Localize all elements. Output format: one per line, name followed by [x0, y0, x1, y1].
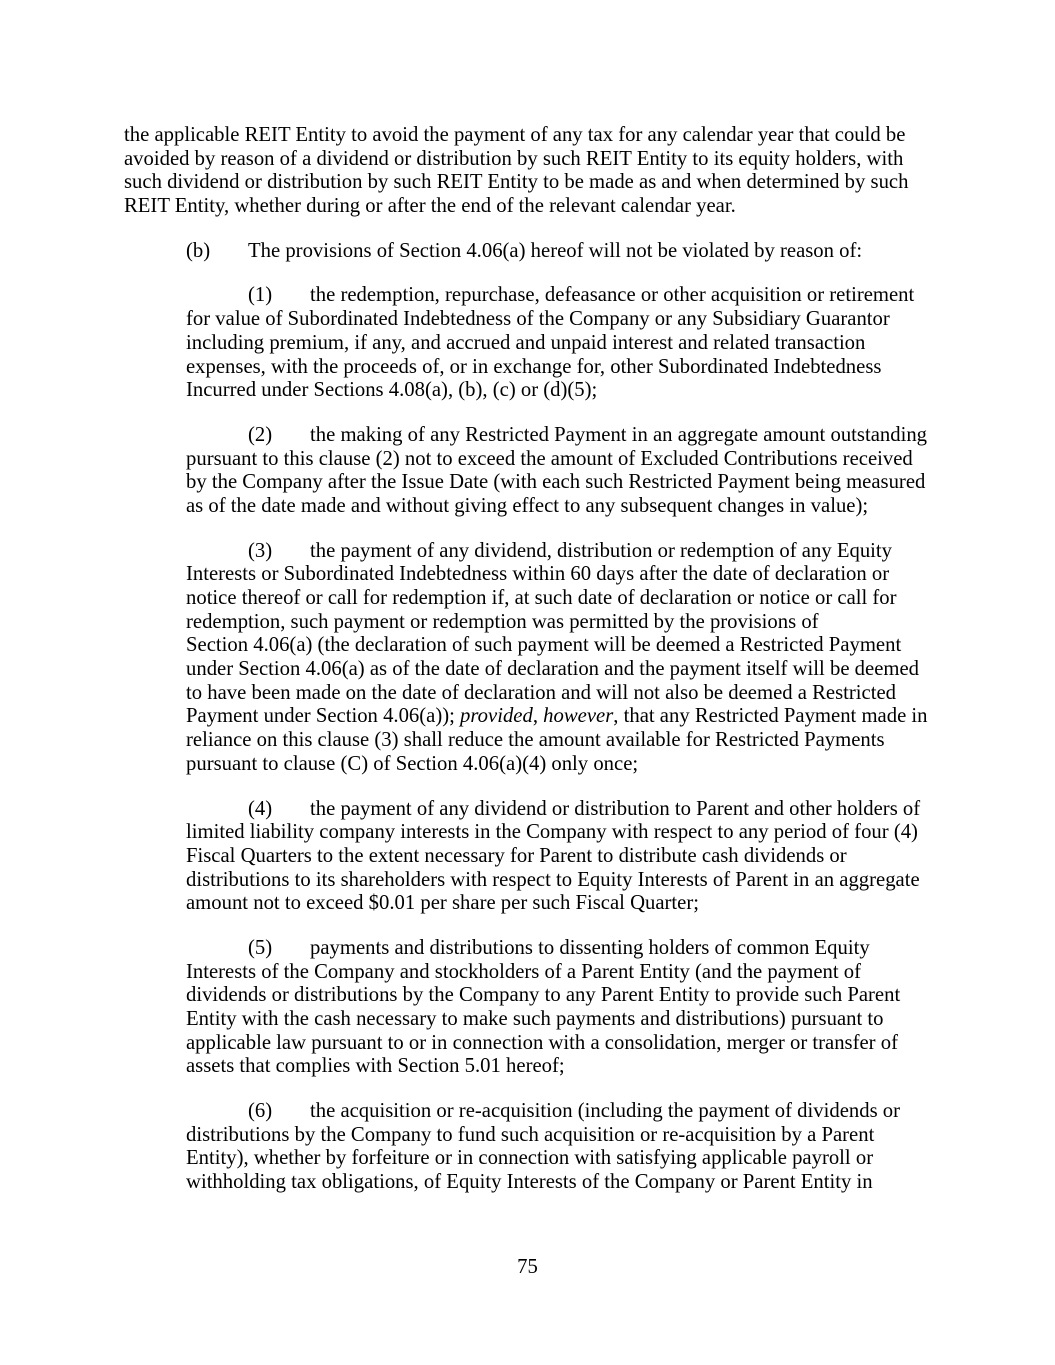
clause-label: (4) — [248, 797, 273, 820]
text-line: Entity), whether by forfeiture or in connection with satisfying applicable payroll or — [186, 1147, 874, 1170]
text-line: amount not to exceed $0.01 per share per such Fiscal Quarter; — [186, 892, 699, 915]
text-line: distributions to its shareholders with respect to Equity Interests of Parent in an aggregate — [186, 868, 920, 891]
text-line — [186, 540, 931, 564]
text-line: assets that complies with Section 5.01 hereof; — [186, 1055, 565, 1078]
page-number: 75 — [517, 1256, 538, 1278]
document-body — [124, 124, 931, 1216]
clause-5-paragraph — [124, 937, 931, 1079]
text-line: distributions by the Company to fund such acquisition or re-acquisition by a Parent — [186, 1123, 875, 1146]
text-line: expenses, with the proceeds of, or in exchange for, other Subordinated Indebtedness — [186, 355, 882, 378]
text-line — [186, 1100, 931, 1124]
clause-label: (2) — [248, 423, 273, 446]
text-line: such dividend or distribution by such REIT Entity to be made as and when determined by such — [124, 171, 909, 194]
section-label: (b) — [186, 239, 211, 262]
text-line: reliance on this clause (3) shall reduce the amount available for Restricted Payments — [186, 729, 885, 752]
clause-3-paragraph — [124, 540, 931, 777]
text-line: to have been made on the date of declaration and will not also be deemed a Restricted — [186, 681, 897, 704]
text-line — [186, 424, 931, 448]
clause-4-paragraph — [124, 798, 931, 916]
clause-text: the payment of any dividend or distribution to Parent and other holders of — [310, 797, 921, 820]
clause-text: the redemption, repurchase, defeasance or other acquisition or retirement — [310, 284, 915, 307]
text-line — [124, 240, 931, 264]
text-line: Section 4.06(a) (the declaration of such payment will be deemed a Restricted Payment — [186, 634, 902, 657]
section-b-paragraph — [124, 240, 931, 264]
text-line: pursuant to this clause (2) not to exceed the amount of Excluded Contributions received — [186, 447, 913, 470]
italic-term: provided — [460, 705, 533, 728]
text-line: redemption, such payment or redemption was permitted by the provisions of — [186, 610, 819, 633]
clause-text: the making of any Restricted Payment in an aggregate amount outstanding — [310, 423, 928, 446]
text-line: Interests or Subordinated Indebtedness within 60 days after the date of declaration or — [186, 563, 890, 586]
text-line — [186, 798, 931, 822]
clause-label: (3) — [248, 539, 273, 562]
clause-2-paragraph — [124, 424, 931, 519]
intro-paragraph — [124, 124, 931, 219]
text-line: including premium, if any, and accrued and unpaid interest and related transaction — [186, 331, 866, 354]
text-line: by the Company after the Issue Date (with each such Restricted Payment being measured — [186, 471, 926, 494]
clause-text: payments and distributions to dissenting holders of common Equity — [310, 936, 870, 959]
text-line: withholding tax obligations, of Equity Interests of the Company or Parent Entity in — [186, 1171, 873, 1194]
text-line: under Section 4.06(a) as of the date of declaration and the payment itself will be deemed — [186, 658, 919, 681]
text-line: Interests of the Company and stockholders of a Parent Entity (and the payment of — [186, 960, 862, 983]
clause-1-paragraph — [124, 284, 931, 402]
clause-label: (6) — [248, 1100, 273, 1123]
section-text: The provisions of Section 4.06(a) hereof will not be violated by reason of: — [248, 239, 863, 262]
text-line: REIT Entity, whether during or after the end of the relevant calendar year. — [124, 195, 736, 218]
text-segment: Payment under Section 4.06(a)); — [186, 705, 461, 728]
text-line: pursuant to clause (C) of Section 4.06(a)(4) only once; — [186, 752, 639, 775]
text-segment: , — [532, 705, 544, 728]
text-line: Fiscal Quarters to the extent necessary for Parent to distribute cash dividends or — [186, 844, 847, 867]
text-line: notice thereof or call for redemption if, at such date of declaration or notice or call for — [186, 587, 897, 609]
text-line: Entity with the cash necessary to make such payments and distributions) pursuant to — [186, 1008, 884, 1030]
text-line — [186, 705, 931, 729]
text-line: dividends or distributions by the Company to any Parent Entity to provide such Parent — [186, 984, 901, 1007]
text-line: as of the date made and without giving effect to any subsequent changes in value); — [186, 494, 869, 517]
text-line: avoided by reason of a dividend or distribution by such REIT Entity to its equity holders, with — [124, 147, 904, 170]
text-line: the applicable REIT Entity to avoid the payment of any tax for any calendar year that could be — [124, 124, 906, 146]
text-line: Incurred under Sections 4.08(a), (b), (c) or (d)(5); — [186, 379, 598, 402]
text-line: limited liability company interests in the Company with respect to any period of four (4) — [186, 821, 918, 844]
clause-text: the payment of any dividend, distribution or redemption of any Equity — [310, 539, 893, 562]
text-line — [186, 284, 931, 308]
text-line — [186, 937, 931, 961]
text-line: for value of Subordinated Indebtedness of the Company or any Subsidiary Guarantor — [186, 308, 890, 331]
text-line: applicable law pursuant to or in connection with a consolidation, merger or transfer of — [186, 1031, 898, 1054]
clause-label: (5) — [248, 936, 273, 959]
clause-6-paragraph — [124, 1100, 931, 1195]
text-segment: , that any Restricted Payment made in — [613, 705, 928, 728]
italic-term: however — [543, 705, 614, 728]
clause-label: (1) — [248, 284, 273, 307]
clause-text: the acquisition or re-acquisition (including the payment of dividends or — [310, 1100, 901, 1123]
